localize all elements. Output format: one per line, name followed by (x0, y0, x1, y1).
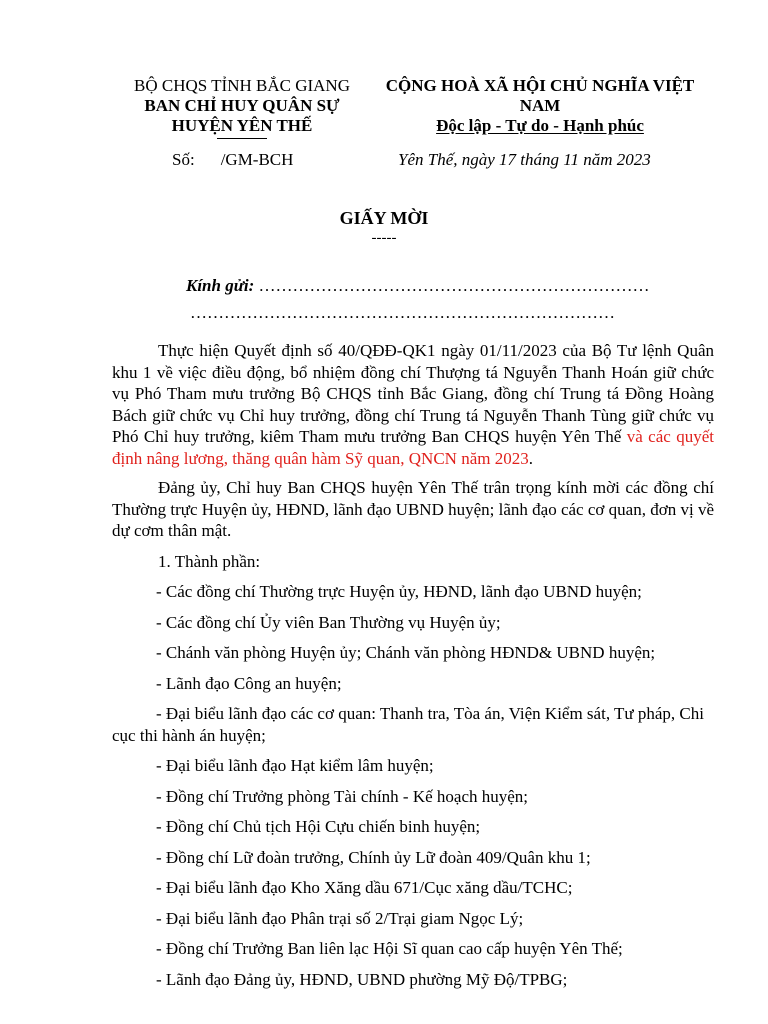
list-item: - Các đồng chí Ủy viên Ban Thường vụ Huyện ủy; (156, 612, 501, 632)
list-item: - Đại biểu lãnh đạo Hạt kiểm lâm huyện; (156, 756, 434, 775)
recipient-line (186, 276, 650, 296)
list-item: - Đại biểu lãnh đạo Phân trại số 2/Trại giam Ngọc Lý; (156, 908, 524, 928)
document-number (172, 150, 293, 170)
recipient-dots-1: …………………………………………………………… (254, 276, 650, 295)
paragraph-1-end: . (528, 448, 533, 468)
agency-line-2: BAN CHỈ HUY QUÂN SỰ (144, 96, 340, 115)
agency-line-3: HUYỆN YÊN THẾ (171, 116, 313, 135)
section-heading: 1. Thành phần: (158, 551, 261, 571)
list-item: - Chánh văn phòng Huyện ủy; Chánh văn phòng HĐND& UBND huyện; (156, 643, 656, 662)
paragraph-1 (112, 340, 714, 469)
document-date: Yên Thế, ngày 17 tháng 11 năm 2023 (398, 150, 651, 169)
list-item-text: - Đại biểu lãnh đạo các cơ quan: Thanh tra, Tòa án, Viện Kiểm sát, Tư pháp, Chi (156, 704, 704, 723)
paragraph-2: Đảng ủy, Chỉ huy Ban CHQS huyện Yên Thế trân trọng kính mời các đồng chí Thường trực Huyện ủy, HĐND, lãnh đạo UBND huyện; lãnh đạo các cơ quan, đơn vị về dự cơm thân mật. (112, 478, 714, 540)
document-number-value: /GM-BCH (220, 150, 294, 169)
document-number-label: Số: (172, 150, 195, 169)
document-title: GIẤY MỜI (339, 208, 429, 228)
list-item: - Các đồng chí Thường trực Huyện ủy, HĐND, lãnh đạo UBND huyện; (156, 582, 642, 601)
agency-line-1: BỘ CHQS TỈNH BẮC GIANG (134, 76, 350, 95)
recipient-label: Kính gửi: (186, 276, 255, 295)
list-item: - Đồng chí Trưởng Ban liên lạc Hội Sĩ quan cao cấp huyện Yên Thế; (156, 939, 623, 958)
agency-underline (217, 138, 267, 139)
national-title: CỘNG HOÀ XÃ HỘI CHỦ NGHĨA VIỆT NAM (385, 76, 695, 115)
list-item: - Đại biểu lãnh đạo Kho Xăng dầu 671/Cục xăng dầu/TCHC; (156, 878, 573, 897)
list-item (112, 703, 714, 746)
list-item: - Đồng chí Lữ đoàn trưởng, Chính ủy Lữ đoàn 409/Quân khu 1; (156, 847, 591, 867)
national-motto: Độc lập - Tự do - Hạnh phúc (436, 116, 644, 135)
title-separator: ----- (371, 230, 397, 246)
list-item: - Lãnh đạo Đảng ủy, HĐND, UBND phường Mỹ Độ/TPBG; (156, 969, 568, 989)
paragraph-1-highlight: và các quyết định nâng lương, thăng quân hàm Sỹ quan, QNCN năm 2023 (112, 427, 715, 468)
recipient-dots-2: ………………………………………………………………… (190, 303, 615, 322)
list-item: - Đồng chí Chủ tịch Hội Cựu chiến binh huyện; (156, 817, 481, 836)
national-heading (370, 76, 710, 136)
issuing-agency (112, 76, 372, 139)
list-item: - Lãnh đạo Công an huyện; (156, 673, 342, 693)
document-body (112, 340, 714, 990)
list-item: - Đồng chí Trưởng phòng Tài chính - Kế hoạch huyện; (156, 786, 529, 806)
paragraph-1-main: Thực hiện Quyết định số 40/QĐĐ-QK1 ngày 01/11/2023 của Bộ Tư lệnh Quân khu 1 về việc điều động, bổ nhiệm đồng chí Thượng tá Nguyễn Thanh Hoán giữ chức vụ Phó Tham mưu trưởng Bộ CHQS tỉnh Bắc Giang, đồng chí Trung tá Đồng Hoàng Bách giữ chức vụ Chỉ huy trưởng, đồng chí Trung tá Nguyễn Thanh Tùng giữ chức vụ Phó Chỉ huy trưởng, kiêm Tham mưu trưởng Ban CHQS huyện Yên Thế (112, 341, 714, 446)
list-item-continuation: cục thi hành án huyện; (112, 725, 266, 745)
